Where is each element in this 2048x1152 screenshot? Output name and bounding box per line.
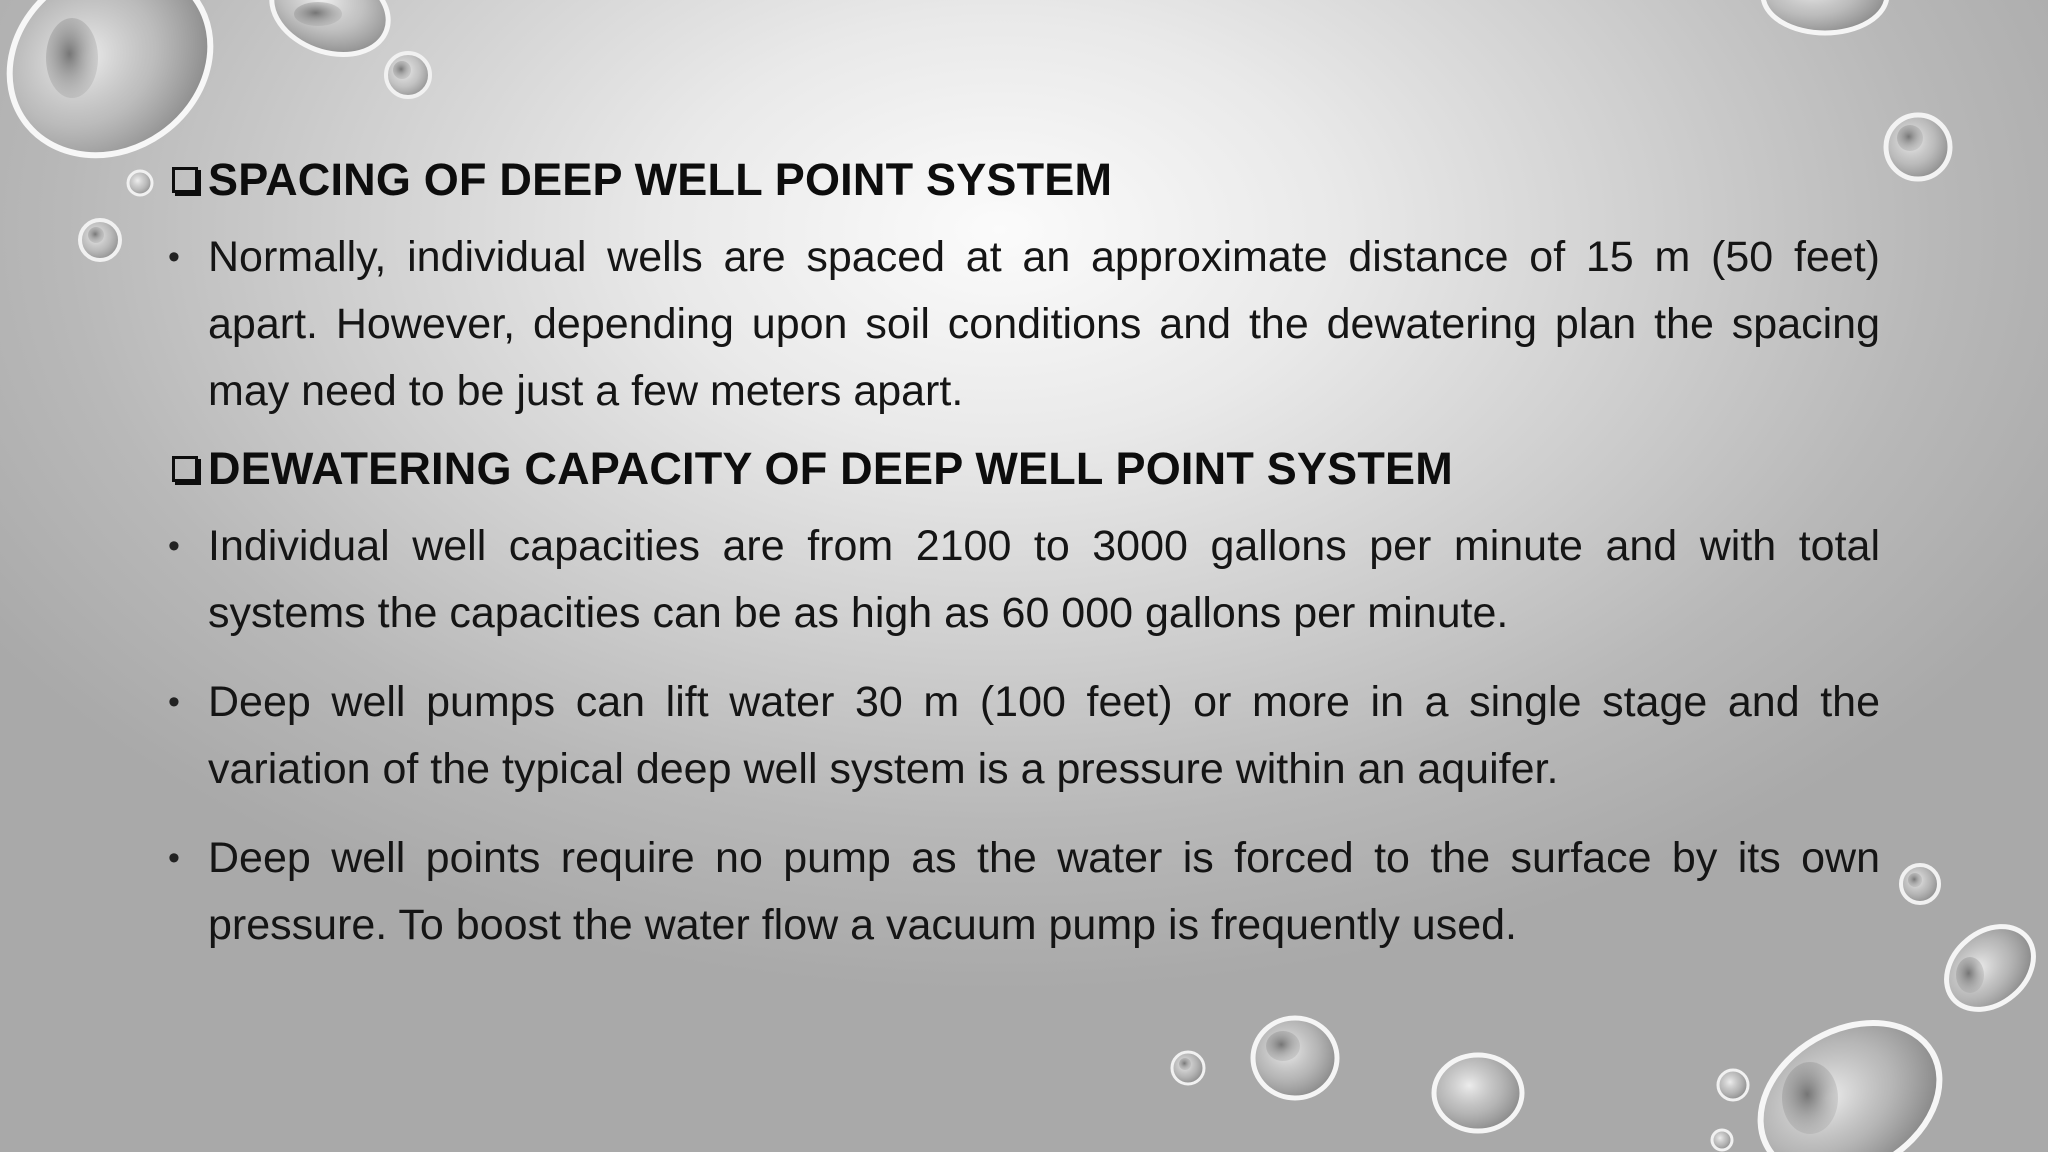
water-droplet-icon <box>1886 115 1950 179</box>
slide-content <box>168 150 1880 959</box>
section-heading-text: DEWATERING CAPACITY OF DEEP WELL POINT SYSTEM <box>208 443 1453 494</box>
section-heading-dewatering-capacity <box>168 439 1880 499</box>
bullet-text: Normally, individual wells are spaced at an approximate distance of 15 m (50 feet) apart. However, depending upon soil conditions and the dewatering plan the spacing may need to be just a few meters apart. <box>208 233 1880 415</box>
bullet-dot: • <box>168 683 180 721</box>
water-droplet-icon <box>1930 910 2048 1027</box>
water-droplet-icon <box>1172 1052 1204 1084</box>
bullet-text: Deep well points require no pump as the water is forced to the surface by its own pressure. To boost the water flow a vacuum pump is frequently used. <box>208 834 1880 949</box>
water-droplet-icon <box>1712 1130 1732 1150</box>
bullet-text: Individual well capacities are from 2100 to 3000 gallons per minute and with total systems the capacities can be as high as 60 000 gallons per minute. <box>208 522 1880 637</box>
section-heading-text: SPACING OF DEEP WELL POINT SYSTEM <box>208 154 1113 205</box>
water-droplet-icon <box>1718 1070 1748 1100</box>
bullet-item <box>168 224 1880 425</box>
bullet-text: Deep well pumps can lift water 30 m (100 feet) or more in a single stage and the variation of the typical deep well system is a pressure within an aquifer. <box>208 678 1880 793</box>
bullet-list-dewatering-capacity <box>168 513 1880 959</box>
checkbox-square-icon <box>172 456 198 482</box>
water-droplet-icon <box>1901 865 1939 903</box>
bullet-dot: • <box>168 527 180 565</box>
bullet-dot: • <box>168 839 180 877</box>
bullet-dot: • <box>168 238 180 276</box>
water-droplet-icon <box>1253 1018 1337 1098</box>
water-droplet-icon <box>1763 0 1887 33</box>
bullet-list-spacing <box>168 224 1880 425</box>
checkbox-square-icon <box>172 167 198 193</box>
water-droplet-icon <box>128 171 152 195</box>
water-droplet-icon <box>80 220 120 260</box>
water-droplet-icon <box>259 0 400 70</box>
section-heading-spacing <box>168 150 1880 210</box>
water-droplet-icon <box>1733 992 1968 1152</box>
bullet-item <box>168 669 1880 803</box>
bullet-item <box>168 513 1880 647</box>
water-droplet-icon <box>1434 1055 1522 1131</box>
bullet-item <box>168 825 1880 959</box>
water-droplet-icon <box>386 53 430 97</box>
